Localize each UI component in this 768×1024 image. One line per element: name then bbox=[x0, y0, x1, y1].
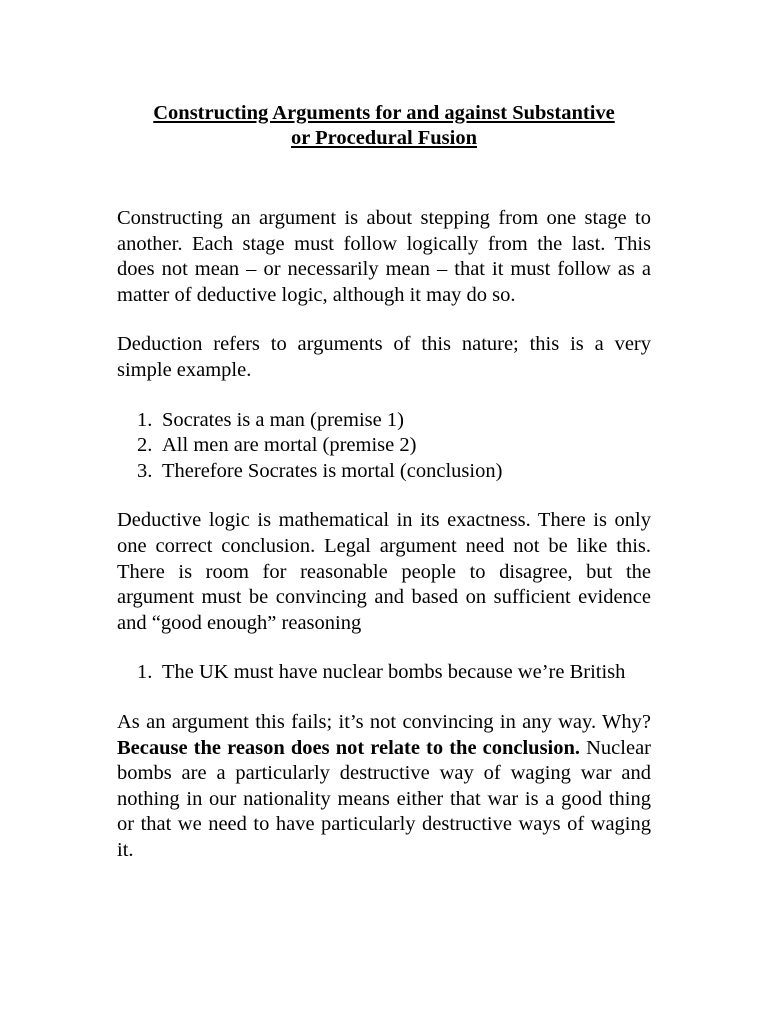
title-line-1: Constructing Arguments for and against Substantive bbox=[153, 102, 615, 124]
paragraph-deduction: Deduction refers to arguments of this nature; this is a very simple example. bbox=[117, 333, 651, 381]
paragraph-analysis bbox=[117, 710, 651, 864]
example-list bbox=[117, 660, 651, 686]
list-item bbox=[117, 433, 651, 459]
list-item-text: The UK must have nuclear bombs because we’re British bbox=[162, 661, 626, 684]
list-item bbox=[117, 408, 651, 434]
list-item-number: 1. bbox=[137, 408, 153, 431]
analysis-bold-text: Because the reason does not relate to the conclusion. bbox=[117, 736, 581, 759]
syllogism-list bbox=[117, 408, 651, 485]
paragraph-intro: Constructing an argument is about stepping from one stage to another. Each stage must follow logically from the last. This does not mean – or necessarily mean – that it must follow as a matter of deductive logic, although it may do so. bbox=[117, 207, 651, 306]
list-item-number: 2. bbox=[137, 434, 153, 457]
list-item-number: 3. bbox=[137, 459, 153, 482]
list-item bbox=[117, 660, 651, 686]
list-item-text: All men are mortal (premise 2) bbox=[162, 434, 417, 457]
list-item-text: Therefore Socrates is mortal (conclusion) bbox=[162, 459, 503, 482]
analysis-text-end: Nuclear bombs are a particularly destructive way of waging war and nothing in our nationality means either that war is a good thing or that we need to have particularly destructive ways of waging it. bbox=[117, 736, 651, 861]
title-line-2: or Procedural Fusion bbox=[290, 127, 478, 149]
list-item bbox=[117, 459, 651, 485]
paragraph-deductive-logic: Deductive logic is mathematical in its exactness. There is only one correct conclusion. Legal argument need not be like this. There is room for reasonable people to disagree, but the argument must be convincing and based on sufficient evidence and “good enough” reasoning bbox=[117, 509, 651, 634]
analysis-text-start: As an argument this fails; it’s not convincing in any way. Why? bbox=[117, 710, 651, 733]
list-item-number: 1. bbox=[137, 661, 153, 684]
document-title bbox=[100, 101, 668, 151]
list-item-text: Socrates is a man (premise 1) bbox=[162, 408, 404, 431]
document-body bbox=[117, 206, 651, 863]
